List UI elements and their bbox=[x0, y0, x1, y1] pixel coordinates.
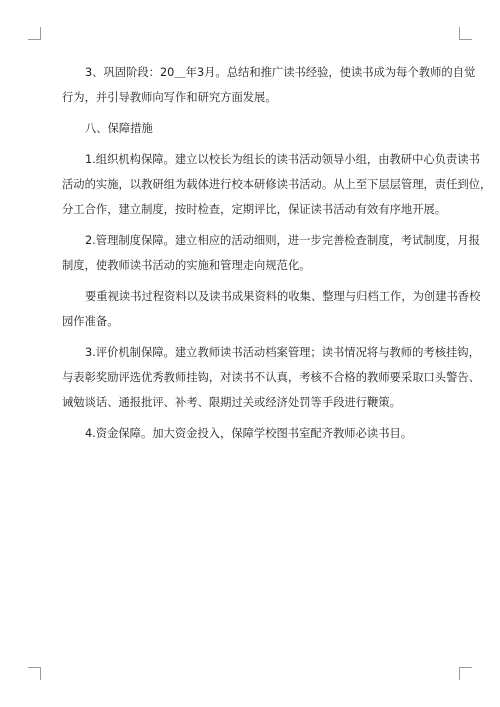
paragraph-line: 行为，并引导教师向写作和研究方面发展。 bbox=[62, 91, 277, 104]
crop-mark-top-left bbox=[28, 27, 41, 40]
paragraph-line: 分工合作，建立制度，按时检查，定期评比，保证读书活动有效有序地开展。 bbox=[62, 203, 447, 216]
paragraph-funding-safeguard bbox=[62, 421, 446, 446]
paragraph-line: 3.评价机制保障。建立教师读书活动档案管理；读书情况将与教师的考核挂钩， bbox=[85, 346, 480, 359]
paragraph-management-safeguard bbox=[62, 228, 480, 278]
paragraph-line: 诫勉谈话、通报批评、补考、限期过关或经济处罚等手段进行鞭策。 bbox=[62, 396, 401, 409]
paragraph-line: 园作准备。 bbox=[62, 315, 119, 328]
section-heading-text: 八、保障措施 bbox=[85, 122, 153, 135]
paragraph-line: 制度，使教师读书活动的实施和管理走向规范化。 bbox=[62, 259, 311, 272]
section-heading-safeguards bbox=[62, 116, 446, 141]
crop-mark-top-right bbox=[459, 27, 472, 40]
paragraph-evaluation-safeguard bbox=[62, 340, 480, 415]
paragraph-line: 与表彰奖励评选优秀教师挂钩，对读书不认真，考核不合格的教师要采取口头警告、 bbox=[62, 371, 480, 384]
crop-mark-bottom-left bbox=[28, 667, 41, 680]
paragraph-organization-safeguard bbox=[62, 147, 492, 222]
document-body bbox=[62, 60, 492, 446]
paragraph-line: 2.管理制度保障。建立相应的活动细则，进一步完善检查制度，考试制度，月报 bbox=[85, 234, 480, 247]
paragraph-line: 要重视读书过程资料以及读书成果资料的收集、整理与归档工作，为创建书香校 bbox=[85, 290, 481, 303]
paragraph-records-archiving bbox=[62, 284, 481, 334]
paragraph-consolidation-stage bbox=[62, 60, 476, 110]
paragraph-line: 4.资金保障。加大资金投入，保障学校图书室配齐教师必读书目。 bbox=[85, 427, 413, 440]
paragraph-line: 3、巩固阶段：20＿年3月。总结和推广读书经验，使读书成为每个教师的自觉 bbox=[85, 66, 476, 79]
paragraph-line: 活动的实施，以教研组为载体进行校本研修读书活动。从上至下层层管理，责任到位， bbox=[62, 178, 492, 191]
paragraph-line: 1.组织机构保障。建立以校长为组长的读书活动领导小组，由教研中心负责读书 bbox=[85, 153, 480, 166]
crop-mark-bottom-right bbox=[459, 667, 472, 680]
